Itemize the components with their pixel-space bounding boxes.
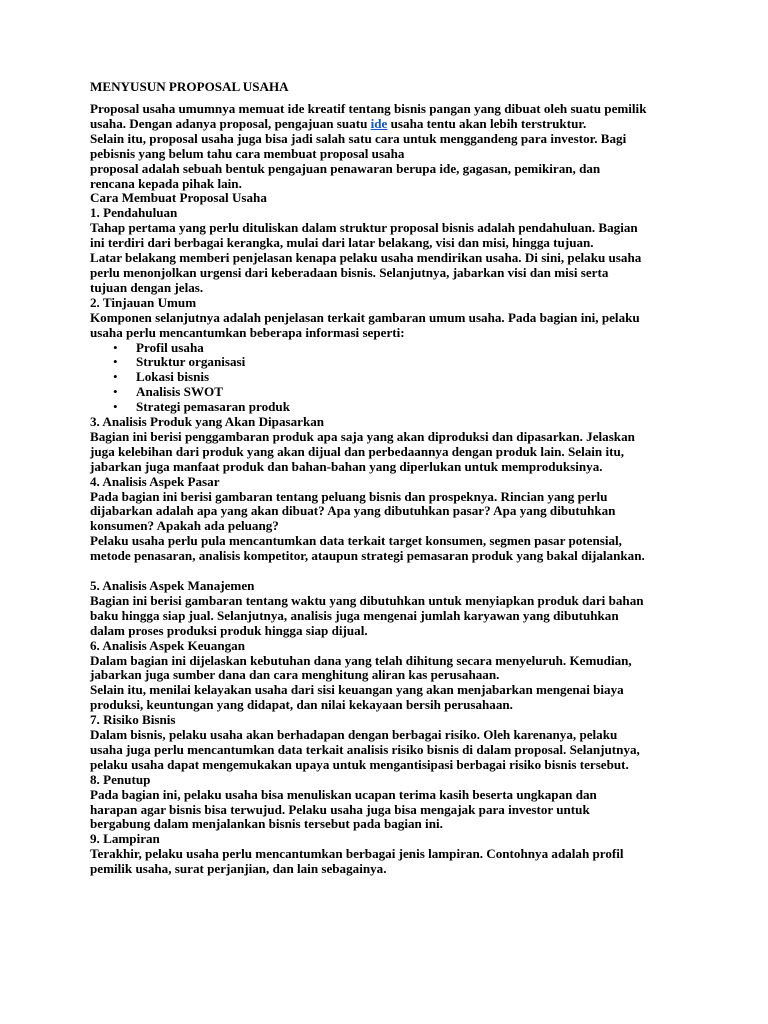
bullet-icon: • (113, 399, 118, 415)
section-aspek-manajemen (90, 579, 690, 639)
bullet-icon: • (113, 339, 118, 355)
paragraph-line: perlu menonjolkan urgensi dari keberadaan bisnis. Selanjutnya, jabarkan visi dan misi serta (90, 264, 609, 280)
ide-link[interactable]: ide (370, 115, 388, 131)
paragraph-line: Dalam bagian ini dijelaskan kebutuhan dana yang telah dihitung secara menyeluruh. Kemudian, (90, 652, 632, 668)
paragraph-line: Komponen selanjutnya adalah penjelasan terkait gambaran umum usaha. Pada bagian ini, pelaku (90, 309, 640, 325)
section-risiko-bisnis (90, 713, 690, 773)
section-analisis-produk (90, 415, 690, 475)
section-pendahuluan (90, 206, 690, 295)
list-item (90, 355, 690, 370)
section-penutup (90, 773, 690, 833)
section-aspek-pasar (90, 475, 690, 579)
section-tinjauan-umum (90, 296, 690, 415)
paragraph-line: Bagian ini berisi gambaran tentang waktu yang dibutuhkan untuk menyiapkan produk dari bahan (90, 592, 644, 608)
section-heading: 5. Analisis Aspek Manajemen (90, 577, 255, 593)
list-item (90, 385, 690, 400)
paragraph-line: dijabarkan adalah apa yang akan dibuat? Apa yang dibutuhkan pasar? Apa yang dibutuhkan (90, 503, 616, 519)
paragraph-line: harapan agar bisnis bisa terwujud. Pelaku usaha juga bisa mengajak para investor untuk (90, 801, 590, 817)
list-item-text: Lokasi bisnis (136, 369, 210, 385)
paragraph-line: bergabung dalam menjalankan bisnis tersebut pada bagian ini. (90, 816, 443, 832)
paragraph-line: Selain itu, menilai kelayakan usaha dari sisi keuangan yang akan menjabarkan mengenai biaya (90, 682, 624, 698)
paragraph-line: pemilik usaha, surat perjanjian, dan lain sebagainya. (90, 861, 387, 877)
paragraph-line: Bagian ini berisi penggambaran produk apa saja yang akan diproduksi dan dipasarkan. Jelaskan (90, 428, 635, 444)
paragraph-line: Tahap pertama yang perlu dituliskan dalam struktur proposal bisnis adalah pendahuluan. Bagian (90, 220, 638, 236)
paragraph-line: ini terdiri dari berbagai kerangka, mulai dari latar belakang, visi dan misi, hingga tujuan. (90, 235, 594, 251)
bullet-icon: • (113, 369, 118, 385)
paragraph-line: Selain itu, proposal usaha juga bisa jadi salah satu cara untuk menggandeng para investor. Bagi (90, 130, 627, 146)
list-item-text: Profil usaha (136, 339, 204, 355)
paragraph-line: Dalam bisnis, pelaku usaha akan berhadapan dengan berbagai risiko. Oleh karenanya, pelaku (90, 727, 618, 743)
paragraph-line: dalam proses produksi produk hingga siap dijual. (90, 622, 368, 638)
paragraph-line: metode penasaran, analisis kompetitor, ataupun strategi pemasaran produk yang bakal dijalankan. (90, 548, 645, 564)
bullet-icon: • (113, 384, 118, 400)
intro-section (90, 102, 690, 206)
paragraph-line: tujuan dengan jelas. (90, 279, 204, 295)
paragraph-line: juga kelebihan dari produk yang akan dijual dan perbedaannya dengan produk lain. Selain itu, (90, 443, 624, 459)
list-item (90, 370, 690, 385)
paragraph-line: konsumen? Apakah ada peluang? (90, 518, 279, 534)
list-item (90, 400, 690, 415)
paragraph-line: Terakhir, pelaku usaha perlu mencantumkan berbagai jenis lampiran. Contohnya adalah profil (90, 846, 624, 862)
list-item-text: Analisis SWOT (136, 384, 223, 400)
section-heading: 6. Analisis Aspek Keuangan (90, 637, 245, 653)
bullet-icon: • (113, 354, 118, 370)
paragraph-line: pebisnis yang belum tahu cara membuat proposal usaha (90, 145, 405, 161)
paragraph-line: pelaku usaha dapat mengemukakan upaya untuk mengantisipasi berbagai risiko bisnis tersebut. (90, 756, 629, 772)
paragraph-line: usaha perlu mencantumkan beberapa informasi seperti: (90, 324, 405, 340)
list-item-text: Struktur organisasi (136, 354, 246, 370)
list-item (90, 341, 690, 356)
section-heading: 4. Analisis Aspek Pasar (90, 473, 220, 489)
paragraph-line: jabarkan juga manfaat produk dan bahan-bahan yang diperlukan untuk memproduksinya. (90, 458, 603, 474)
section-heading: 3. Analisis Produk yang Akan Dipasarkan (90, 414, 325, 430)
list-item-text: Strategi pemasaran produk (136, 399, 290, 415)
subheading: Cara Membuat Proposal Usaha (90, 190, 267, 206)
paragraph-line: usaha juga perlu mencantumkan data terkait analisis risiko bisnis di dalam proposal. Selanjutnya, (90, 741, 640, 757)
paragraph-line: proposal adalah sebuah bentuk pengajuan penawaran berupa ide, gagasan, pemikiran, dan (90, 160, 601, 176)
paragraph-text: usaha. Dengan adanya proposal, pengajuan suatu (90, 115, 371, 131)
paragraph-line: Proposal usaha umumnya memuat ide kreatif tentang bisnis pangan yang dibuat oleh suatu pemilik (90, 101, 647, 116)
paragraph-line: Pada bagian ini berisi gambaran tentang peluang bisnis dan prospeknya. Rincian yang perlu (90, 488, 608, 504)
section-aspek-keuangan (90, 639, 690, 714)
paragraph-line: jabarkan juga sumber dana dan cara menghitung aliran kas perusahaan. (90, 667, 500, 683)
document-title: MENYUSUN PROPOSAL USAHA (90, 79, 289, 94)
paragraph-line: rencana kepada pihak lain. (90, 175, 242, 191)
paragraph-line (90, 117, 690, 132)
section-heading: 8. Penutup (90, 771, 151, 787)
section-heading: 7. Risiko Bisnis (90, 712, 176, 728)
paragraph-text: usaha tentu akan lebih terstruktur. (387, 115, 587, 131)
paragraph-line: Latar belakang memberi penjelasan kenapa pelaku usaha mendirikan usaha. Di sini, pelaku usaha (90, 250, 642, 266)
blank-line (90, 564, 690, 579)
section-heading: 1. Pendahuluan (90, 205, 178, 221)
section-heading: 2. Tinjauan Umum (90, 294, 197, 310)
paragraph-line: Pelaku usaha perlu pula mencantumkan data terkait target konsumen, segmen pasar potensial, (90, 533, 622, 549)
section-heading: 9. Lampiran (90, 831, 160, 847)
paragraph-line: produksi, keuntungan yang didapat, dan nilai kekayaan bersih perusahaan. (90, 697, 513, 713)
section-lampiran (90, 832, 690, 877)
bullet-list (90, 341, 690, 416)
document-page (90, 78, 690, 877)
paragraph-line: Pada bagian ini, pelaku usaha bisa menuliskan ucapan terima kasih beserta ungkapan dan (90, 786, 597, 802)
paragraph-line: baku hingga siap jual. Selanjutnya, analisis juga mengenai jumlah karyawan yang dibutuhkan (90, 607, 619, 623)
